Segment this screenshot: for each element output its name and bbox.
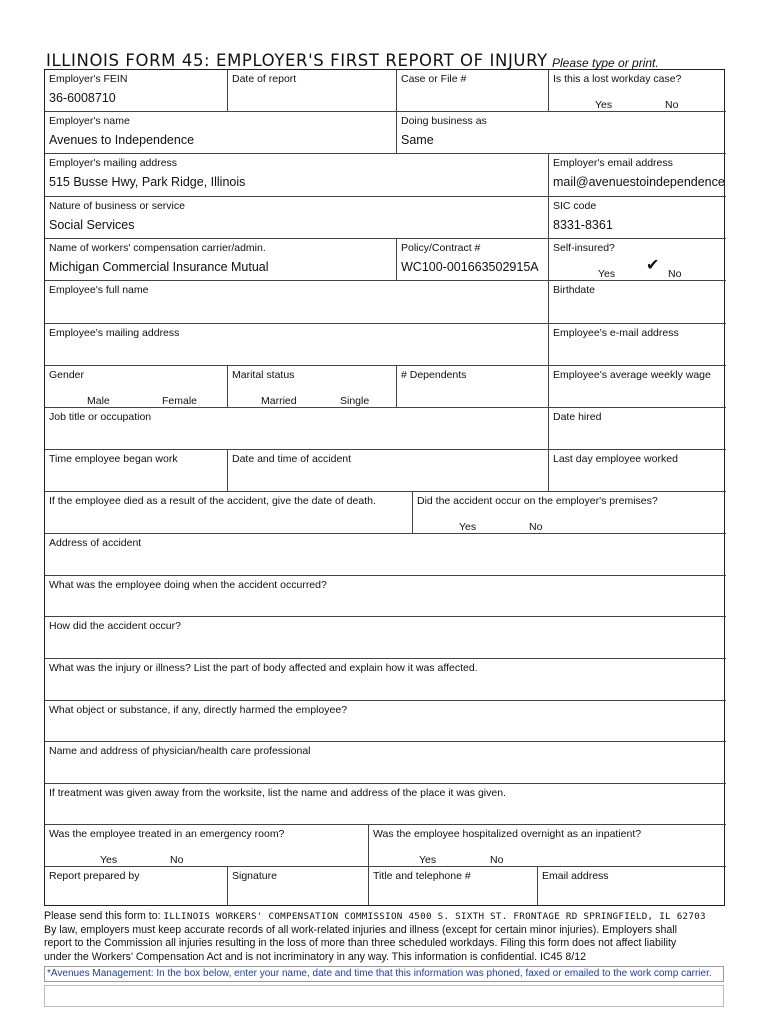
employer-fein-field[interactable] (45, 70, 228, 112)
carrier-value: Michigan Commercial Insurance Mutual (49, 260, 269, 274)
carrier-notification-box[interactable] (44, 985, 724, 1007)
weekly-wage-field[interactable] (549, 366, 726, 408)
hospitalized-yes-option[interactable]: Yes (419, 854, 437, 866)
employee-mailing-address-label: Employee's mailing address (49, 327, 180, 339)
gender-female-option[interactable]: Female (162, 395, 198, 407)
emergency-room-no-option[interactable]: No (170, 854, 184, 866)
marital-married-option[interactable]: Married (261, 395, 297, 407)
employer-mailing-address-value: 515 Busse Hwy, Park Ridge, Illinois (49, 175, 246, 189)
dependents-field[interactable] (397, 366, 549, 408)
preparer-email-field[interactable] (538, 867, 726, 905)
employer-fein-value: 36-6008710 (49, 91, 116, 105)
doing-business-as-value: Same (401, 133, 434, 147)
footer-line-4: under the Workers' Compensation Act and is not incriminatory in any way. This information is confidential. IC45 8/12 (44, 950, 586, 963)
birthdate-label: Birthdate (553, 284, 596, 296)
treatment-location-label: If treatment was given away from the worksite, list the name and address of the place it was given. (49, 787, 506, 799)
form-title: ILLINOIS FORM 45: EMPLOYER'S FIRST REPORT OF INJURY (46, 51, 548, 70)
employer-mailing-address-label: Employer's mailing address (49, 157, 178, 169)
hospitalized-no-option[interactable]: No (490, 854, 504, 866)
footer-line-2: By law, employers must keep accurate records of all work-related injuries and illness (except for certain minor injuries). Employers shall (44, 923, 677, 936)
birthdate-field[interactable] (549, 281, 726, 324)
last-day-worked-label: Last day employee worked (553, 453, 678, 465)
self-insured-checkmark-icon: ✔ (646, 257, 660, 274)
accident-datetime-label: Date and time of accident (232, 453, 352, 465)
date-of-report-field[interactable] (228, 70, 397, 112)
policy-contract-field[interactable] (397, 239, 549, 281)
last-day-worked-field[interactable] (549, 450, 726, 492)
employee-mailing-address-field[interactable] (45, 324, 549, 366)
employer-name-label: Employer's name (49, 115, 130, 127)
marital-status-field (228, 366, 397, 408)
how-accident-occurred-field[interactable] (45, 617, 726, 659)
self-insured-field (549, 239, 726, 281)
lost-workday-yes-option[interactable]: Yes (595, 99, 613, 111)
send-to-line (44, 910, 734, 924)
object-substance-label: What object or substance, if any, directly harmed the employee? (49, 704, 348, 716)
report-prepared-by-field[interactable] (45, 867, 228, 905)
treatment-location-field[interactable] (45, 784, 726, 825)
employee-doing-field[interactable] (45, 576, 726, 617)
employer-name-value: Avenues to Independence (49, 133, 195, 147)
job-title-label: Job title or occupation (49, 411, 152, 423)
signature-field[interactable] (228, 867, 369, 905)
title-telephone-field[interactable] (369, 867, 538, 905)
time-began-work-label: Time employee began work (49, 453, 178, 465)
date-hired-field[interactable] (549, 408, 726, 450)
doing-business-as-label: Doing business as (401, 115, 487, 127)
doing-business-as-field[interactable] (397, 112, 726, 154)
premises-yes-option[interactable]: Yes (459, 521, 477, 533)
commission-address: ILLINOIS WORKERS' COMPENSATION COMMISSION 4500 S. SIXTH ST. FRONTAGE RD SPRINGFIELD, IL 62703 (163, 911, 706, 922)
time-began-work-field[interactable] (45, 450, 228, 492)
employer-email-value: mail@avenuestoindependence (553, 175, 725, 189)
form-footer (44, 910, 734, 964)
policy-contract-label: Policy/Contract # (401, 242, 481, 254)
employer-email-field[interactable] (549, 154, 726, 197)
lost-workday-field (549, 70, 726, 112)
injury-illness-field[interactable] (45, 659, 726, 701)
object-substance-field[interactable] (45, 701, 726, 742)
report-prepared-by-label: Report prepared by (49, 870, 140, 882)
employee-email-field[interactable] (549, 324, 726, 366)
gender-field (45, 366, 228, 408)
nature-of-business-value: Social Services (49, 218, 135, 232)
date-hired-label: Date hired (553, 411, 602, 423)
marital-status-label: Marital status (232, 369, 295, 381)
sic-code-field[interactable] (549, 197, 726, 239)
injury-report-form (44, 69, 725, 906)
self-insured-label: Self-insured? (553, 242, 615, 254)
physician-label: Name and address of physician/health care professional (49, 745, 311, 757)
employee-full-name-field[interactable] (45, 281, 549, 324)
employee-full-name-label: Employee's full name (49, 284, 149, 296)
preparer-email-label: Email address (542, 870, 609, 882)
emergency-room-field (45, 825, 369, 867)
hospitalized-field (369, 825, 726, 867)
gender-label: Gender (49, 369, 85, 381)
carrier-label: Name of workers' compensation carrier/admin. (49, 242, 266, 254)
how-accident-occurred-label: How did the accident occur? (49, 620, 181, 632)
nature-of-business-label: Nature of business or service (49, 200, 185, 212)
case-file-label: Case or File # (401, 73, 467, 85)
employer-premises-field (413, 492, 726, 534)
self-insured-yes-option[interactable]: Yes (598, 268, 616, 280)
signature-label: Signature (232, 870, 277, 882)
footer-line-3: report to the Commission all injuries resulting in the loss of more than three scheduled workdays. Filing this form does not affect liability (44, 937, 677, 949)
address-of-accident-field[interactable] (45, 534, 726, 576)
employer-premises-label: Did the accident occur on the employer's premises? (417, 495, 658, 507)
lost-workday-no-option[interactable]: No (665, 99, 679, 111)
address-of-accident-label: Address of accident (49, 537, 142, 549)
emergency-room-label: Was the employee treated in an emergency room? (49, 828, 285, 840)
self-insured-no-option[interactable]: No (668, 268, 682, 280)
gender-male-option[interactable]: Male (87, 395, 110, 407)
dependents-label: # Dependents (401, 369, 467, 381)
policy-contract-value: WC100-001663502915A (401, 260, 539, 274)
job-title-field[interactable] (45, 408, 549, 450)
employer-email-label: Employer's email address (553, 157, 673, 169)
date-of-death-field[interactable] (45, 492, 413, 534)
date-of-report-label: Date of report (232, 73, 297, 85)
employer-name-field[interactable] (45, 112, 397, 154)
title-telephone-label: Title and telephone # (373, 870, 471, 882)
employer-mailing-address-field[interactable] (45, 154, 549, 197)
employee-email-label: Employee's e-mail address (553, 327, 679, 339)
sic-code-label: SIC code (553, 200, 597, 212)
hospitalized-label: Was the employee hospitalized overnight as an inpatient? (373, 828, 642, 840)
injury-illness-label: What was the injury or illness? List the part of body affected and explain how it was affected. (49, 662, 478, 674)
lost-workday-label: Is this a lost workday case? (553, 73, 682, 85)
employer-fein-label: Employer's FEIN (49, 73, 128, 85)
form-subtitle: Please type or print. (552, 56, 659, 70)
send-prefix: Please send this form to: (44, 910, 161, 922)
case-file-field[interactable] (397, 70, 549, 112)
employee-doing-label: What was the employee doing when the accident occurred? (49, 579, 327, 591)
date-of-death-label: If the employee died as a result of the accident, give the date of death. (49, 495, 376, 507)
carrier-field[interactable] (45, 239, 397, 281)
weekly-wage-label: Employee's average weekly wage (553, 369, 711, 381)
management-note: *Avenues Management: In the box below, enter your name, date and time that this information was phoned, faxed or emailed to the work comp carrier. (44, 966, 724, 982)
nature-of-business-field[interactable] (45, 197, 549, 239)
emergency-room-yes-option[interactable]: Yes (100, 854, 118, 866)
premises-no-option[interactable]: No (529, 521, 543, 533)
physician-field[interactable] (45, 742, 726, 784)
sic-code-value: 8331-8361 (553, 218, 613, 232)
accident-datetime-field[interactable] (228, 450, 549, 492)
marital-single-option[interactable]: Single (340, 395, 370, 407)
